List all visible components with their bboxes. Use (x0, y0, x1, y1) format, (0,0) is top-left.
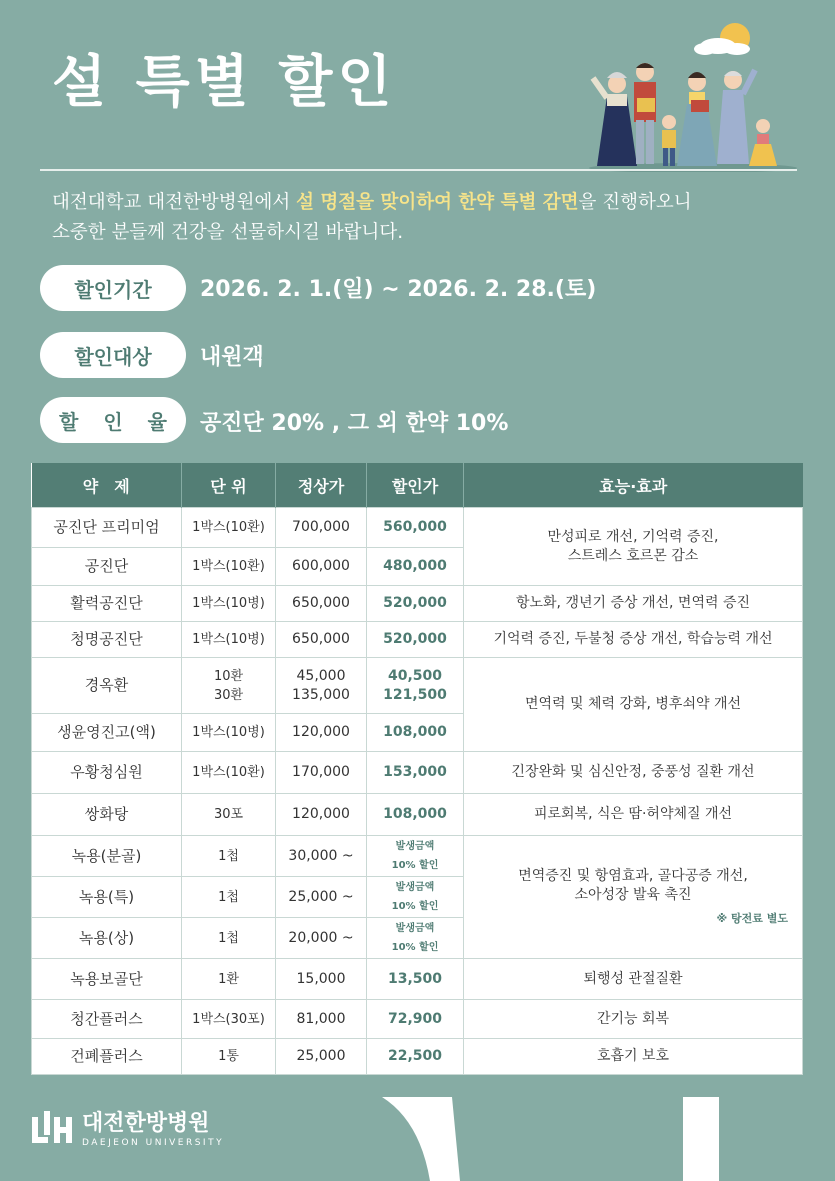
sale-note (367, 877, 464, 918)
effect-line: 면역증진 및 항염효과, 골다공증 개선, (518, 867, 748, 884)
table-row (32, 1039, 803, 1075)
unit: 1첩 (182, 836, 276, 877)
intro-before: 대전대학교 대전한방병원에서 (52, 192, 297, 213)
sale-price: 153,000 (367, 752, 464, 794)
sale-note-line: 발생금액 (395, 923, 435, 934)
discount-rate-value: 공진단 20% , 그 외 한약 10% (200, 411, 509, 436)
regular-price: 25,000 ~ (276, 877, 367, 918)
sale-note-line: 발생금액 (395, 882, 435, 893)
regular-price: 650,000 (276, 586, 367, 622)
table-row (32, 586, 803, 622)
brewing-fee-note: ※ 탕전료 별도 (716, 911, 788, 925)
discount-period-value: 2026. 2. 1.(일) ~ 2026. 2. 28.(토) (200, 277, 597, 302)
sale-price: 72,900 (367, 1000, 464, 1039)
table-row (32, 1000, 803, 1039)
effect: 긴장완화 및 심신안정, 중풍성 질환 개선 (464, 752, 803, 794)
unit: 1첩 (182, 918, 276, 959)
regular-price: 700,000 (276, 508, 367, 548)
sale-note-line: 10% 할인 (391, 901, 439, 912)
table-header-row (32, 463, 803, 508)
sale-note (367, 918, 464, 959)
regular-price: 81,000 (276, 1000, 367, 1039)
effect-line: 만성피로 개선, 기억력 증진, (547, 528, 719, 545)
unit: 30포 (182, 794, 276, 836)
medicine-name: 건폐플러스 (32, 1039, 182, 1075)
header-regular-price: 정상가 (276, 463, 367, 508)
sale-price: 22,500 (367, 1039, 464, 1075)
unit: 1박스(10병) (182, 622, 276, 658)
effect: 퇴행성 관절질환 (464, 959, 803, 1000)
sale-price: 520,000 (367, 586, 464, 622)
sale-line: 121,500 (383, 686, 447, 703)
effect (464, 836, 803, 959)
divider (40, 169, 797, 171)
header-effect: 효능·효과 (464, 463, 803, 508)
table-row (32, 508, 803, 548)
page-title: 설 특별 할인 (52, 49, 397, 115)
medicine-name: 녹용(특) (32, 877, 182, 918)
unit-line: 10환 (213, 668, 244, 684)
header-unit: 단 위 (182, 463, 276, 508)
sale-price: 480,000 (367, 548, 464, 586)
medicine-name: 쌍화탕 (32, 794, 182, 836)
regular-price: 120,000 (276, 714, 367, 752)
unit: 1통 (182, 1039, 276, 1075)
price-line: 45,000 (296, 667, 346, 684)
effect-line: 소아성장 발육 촉진 (574, 886, 692, 903)
sale-price: 108,000 (367, 714, 464, 752)
effect: 기억력 증진, 두불청 증상 개선, 학습능력 개선 (464, 622, 803, 658)
regular-price: 30,000 ~ (276, 836, 367, 877)
unit: 1박스(10병) (182, 586, 276, 622)
sale-line: 40,500 (387, 667, 443, 684)
table-row (32, 836, 803, 877)
sale-note-line: 10% 할인 (391, 860, 439, 871)
intro-text (52, 188, 802, 248)
unit: 1박스(10병) (182, 714, 276, 752)
effect: 면역력 및 체력 강화, 병후쇠약 개선 (464, 658, 803, 752)
price-line: 135,000 (292, 686, 350, 703)
regular-price: 15,000 (276, 959, 367, 1000)
medicine-name: 우황청심원 (32, 752, 182, 794)
unit: 1박스(10환) (182, 548, 276, 586)
medicine-name: 활력공진단 (32, 586, 182, 622)
regular-price: 120,000 (276, 794, 367, 836)
regular-price: 600,000 (276, 548, 367, 586)
discount-target-value: 내원객 (200, 345, 264, 370)
unit: 1박스(30포) (182, 1000, 276, 1039)
effect: 호흡기 보호 (464, 1039, 803, 1075)
effect (464, 508, 803, 586)
sale-price: 13,500 (367, 959, 464, 1000)
unit-line: 30환 (213, 687, 244, 703)
medicine-name: 생윤영진고(액) (32, 714, 182, 752)
regular-price: 650,000 (276, 622, 367, 658)
table-row (32, 959, 803, 1000)
discount-target-label: 할인대상 (40, 332, 186, 378)
intro-after: 을 진행하오니 (578, 192, 692, 213)
medicine-name: 청명공진단 (32, 622, 182, 658)
regular-price: 170,000 (276, 752, 367, 794)
price-table (31, 463, 803, 1075)
effect-line: 스트레스 호르몬 감소 (567, 547, 699, 564)
medicine-name: 청간플러스 (32, 1000, 182, 1039)
medicine-name: 녹용보골단 (32, 959, 182, 1000)
medicine-name: 녹용(상) (32, 918, 182, 959)
discount-period-label: 할인기간 (40, 265, 186, 311)
effect: 간기능 회복 (464, 1000, 803, 1039)
sale-price: 560,000 (367, 508, 464, 548)
effect: 피로회복, 식은 땀·허약체질 개선 (464, 794, 803, 836)
medicine-name: 공진단 프리미엄 (32, 508, 182, 548)
unit: 1박스(10환) (182, 508, 276, 548)
unit: 1첩 (182, 877, 276, 918)
unit: 1환 (182, 959, 276, 1000)
sale-note (367, 836, 464, 877)
medicine-name: 녹용(분골) (32, 836, 182, 877)
medicine-name: 공진단 (32, 548, 182, 586)
sale-note-line: 10% 할인 (391, 942, 439, 953)
unit (182, 658, 276, 714)
logo-subtitle: DAEJEON UNIVERSITY (82, 1138, 225, 1148)
regular-price (276, 658, 367, 714)
logo-text (82, 1106, 224, 1148)
logo-name: 대전한방병원 (82, 1111, 210, 1136)
family-illustration (585, 20, 800, 172)
intro-highlight: 설 명절을 맞이하여 한약 특별 감면 (296, 192, 579, 213)
sale-price: 520,000 (367, 622, 464, 658)
hospital-logo (30, 1106, 224, 1148)
discount-rate-label: 할 인 율 (40, 397, 186, 443)
table-row (32, 658, 803, 714)
effect: 항노화, 갱년기 증상 개선, 면역력 증진 (464, 586, 803, 622)
header-sale-price: 할인가 (367, 463, 464, 508)
intro-line2: 소중한 분들께 건강을 선물하시길 바랍니다. (52, 222, 404, 243)
regular-price: 20,000 ~ (276, 918, 367, 959)
unit: 1박스(10환) (182, 752, 276, 794)
regular-price: 25,000 (276, 1039, 367, 1075)
sale-price (367, 658, 464, 714)
table-row (32, 794, 803, 836)
table-row (32, 622, 803, 658)
table-row (32, 752, 803, 794)
sale-note-line: 발생금액 (395, 841, 435, 852)
sale-price: 108,000 (367, 794, 464, 836)
hospital-logo-icon (30, 1107, 74, 1147)
header-medicine: 약 제 (32, 463, 182, 508)
medicine-name: 경옥환 (32, 658, 182, 714)
